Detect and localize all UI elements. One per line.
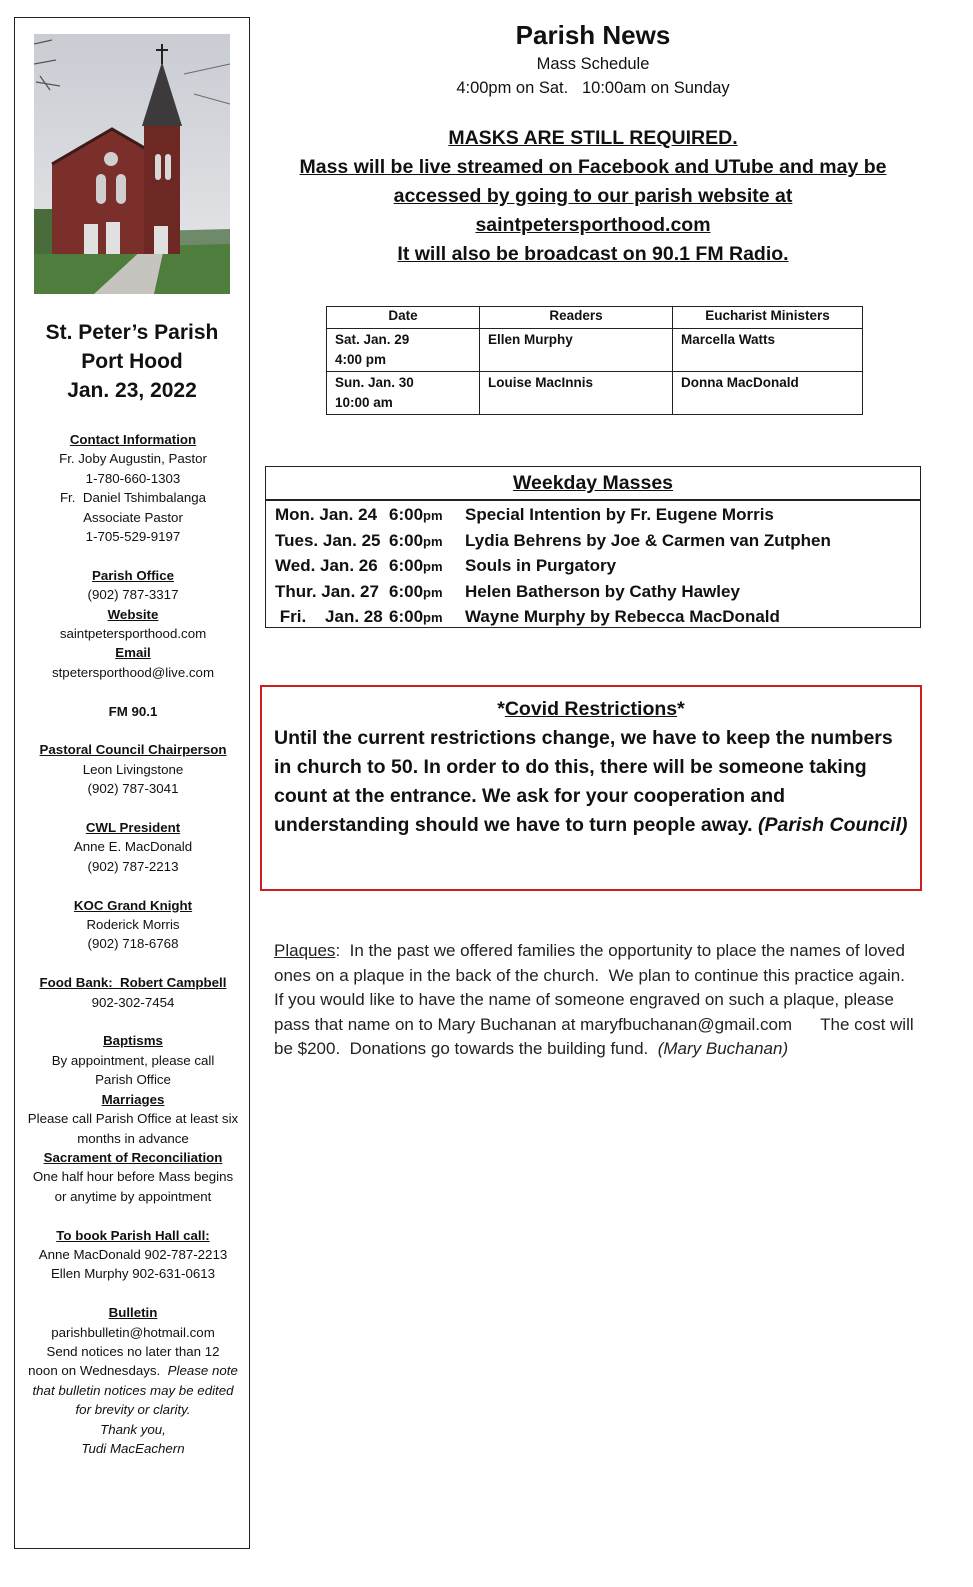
reconciliation-heading: Sacrament of Reconciliation (43, 1149, 223, 1165)
parish-location: Port Hood (81, 350, 183, 373)
covid-body-text: Until the current restrictions change, we have to keep the numbers in church to 50. In order to do this, there will be someone taking count at the entrance. We ask for your cooperation and understanding should we have to turn people away (274, 727, 893, 836)
foodbank-heading: Food Bank: Robert Campbell (39, 975, 227, 991)
table-row (327, 329, 863, 372)
list-item (266, 605, 920, 631)
list-item (266, 503, 920, 529)
mass-time (389, 554, 465, 580)
plaques-body: : In the past we offered families the opportunity to place the names of loved ones on a plaque in the back of the church. We plan to continue this practice again. If you would like to have the name of someone engraved on such a plaque, please pass that name on to Mary Buchanan at maryfbuchanan@gmail.com The cost will be $200. Donations go towards the building fund. (274, 941, 919, 1058)
koc-heading: KOC Grand Knight (73, 897, 193, 913)
col-readers: Readers (480, 307, 673, 329)
baptisms-line2: Parish Office (95, 1072, 171, 1088)
associate-name: Fr. Daniel Tshimbalanga (59, 490, 207, 506)
council-phone: (902) 787-3041 (87, 781, 179, 797)
time-value: 6:00 (389, 505, 424, 524)
list-item (266, 580, 920, 606)
sidebar (14, 17, 250, 1549)
time-unit: pm (423, 533, 443, 549)
list-item (266, 554, 920, 580)
plaques-heading: Plaques (274, 941, 336, 960)
plaques-notice (274, 939, 919, 1062)
bulletin-line6: Tudi MacEachern (81, 1440, 185, 1456)
church-illustration (34, 34, 230, 294)
time-value: 6:00 (389, 607, 424, 626)
news-title: Parish News (515, 20, 671, 50)
mass-day: Fri. Jan. 28 (275, 607, 383, 626)
main-content (262, 14, 924, 1058)
weekday-heading: Weekday Masses (266, 467, 920, 501)
col-date: Date (327, 307, 480, 329)
mass-time (389, 503, 465, 529)
notice-line3: accessed by going to our parish website at (393, 185, 793, 207)
mass-day: Thur. Jan. 27 (275, 581, 379, 601)
cwl-name: Anne E. MacDonald (73, 839, 193, 855)
associate-title: Associate Pastor (83, 509, 183, 525)
covid-star-left: * (497, 698, 505, 720)
date-day: Sat. Jan. 29 (335, 332, 410, 347)
bulletin-line1: Send notices no later than 12 (46, 1343, 220, 1359)
reconciliation-line1: One half hour before Mass begins (32, 1169, 234, 1185)
date-day: Sun. Jan. 30 (335, 375, 414, 390)
row-reader: Ellen Murphy (480, 329, 673, 372)
council-heading: Pastoral Council Chairperson (39, 742, 227, 758)
baptisms-heading: Baptisms (103, 1033, 163, 1049)
contact-heading: Contact Information (69, 432, 197, 447)
mass-intention: Souls in Purgatory (465, 556, 617, 575)
schedule-heading: Mass Schedule (536, 55, 650, 73)
website-link[interactable]: saintpetersporthood.com (59, 626, 207, 642)
marriages-line1: Please call Parish Office at least six (27, 1111, 239, 1127)
bulletin-line2b: Please note (167, 1363, 238, 1379)
website-heading: Website (107, 606, 159, 622)
bulletin-email[interactable]: parishbulletin@hotmail.com (51, 1324, 215, 1340)
time-value: 6:00 (389, 581, 424, 601)
table-row (327, 372, 863, 415)
row-reader: Louise MacInnis (480, 372, 673, 415)
readers-table (326, 306, 863, 415)
council-name: Leon Livingstone (82, 761, 184, 777)
hall-line1: Anne MacDonald 902-787-2213 (38, 1246, 228, 1262)
mass-intention: Helen Batherson by Cathy Hawley (465, 581, 740, 601)
covid-star-right: * (677, 698, 685, 720)
date-time: 10:00 am (335, 395, 393, 410)
mass-time (389, 605, 465, 631)
bulletin-line4: for brevity or clarity. (75, 1402, 191, 1418)
col-ministers: Eucharist Ministers (673, 307, 863, 329)
time-unit: pm (423, 610, 443, 625)
email-link[interactable]: stpetersporthood@live.com (51, 664, 215, 680)
hall-heading: To book Parish Hall call: (56, 1227, 210, 1243)
row-minister: Marcella Watts (673, 329, 863, 372)
notice-line5: It will also be broadcast on 90.1 FM Radio. (397, 243, 789, 265)
time-unit: pm (423, 584, 443, 600)
pastor-phone: 1-780-660-1303 (85, 470, 181, 486)
covid-body-end: . (747, 814, 753, 836)
time-unit: pm (423, 559, 443, 574)
date-time: 4:00 pm (335, 352, 387, 367)
marriages-heading: Marriages (101, 1091, 165, 1107)
covid-restrictions-box (260, 685, 922, 891)
mass-day: Wed. Jan. 26 (275, 556, 378, 575)
bulletin-line5: Thank you, (100, 1421, 166, 1437)
bulletin-line3: that bulletin notices may be edited (32, 1382, 234, 1398)
covid-signature: (Parish Council) (757, 814, 908, 836)
row-date (327, 329, 480, 372)
marriages-line2: months in advance (77, 1130, 189, 1146)
list-item (266, 529, 920, 555)
parish-heading (15, 318, 249, 405)
time-value: 6:00 (389, 556, 424, 575)
bulletin-line2a: noon on Wednesdays. (28, 1363, 161, 1379)
notice-line4[interactable]: saintpetersporthood.com (475, 214, 711, 236)
schedule-times: 4:00pm on Sat. 10:00am on Sunday (456, 79, 730, 97)
mass-day: Mon. Jan. 24 (275, 505, 378, 524)
koc-phone: (902) 718-6768 (87, 936, 179, 952)
row-minister: Donna MacDonald (673, 372, 863, 415)
bulletin-heading: Bulletin (108, 1305, 158, 1321)
reconciliation-line2: or anytime by appointment (54, 1188, 212, 1204)
contact-info (11, 430, 255, 1458)
notice-line2: Mass will be live streamed on Facebook and UTube and may be (299, 156, 887, 178)
weekday-masses (265, 466, 921, 628)
parish-name: St. Peter’s Parish (45, 321, 219, 344)
mass-intention: Lydia Behrens by Joe & Carmen van Zutphen (465, 530, 831, 550)
plaques-signature: (Mary Buchanan) (657, 1039, 789, 1058)
hall-line2: Ellen Murphy 902-631-0613 (50, 1266, 216, 1282)
bulletin-line2 (11, 1361, 255, 1380)
table-header-row (327, 307, 863, 329)
church-photo (34, 34, 230, 294)
covid-heading (274, 695, 908, 724)
foodbank-phone: 902-302-7454 (91, 994, 175, 1010)
office-phone: (902) 787-3317 (87, 587, 179, 603)
associate-phone: 1-705-529-9197 (85, 529, 181, 545)
notice-line1: MASKS ARE STILL REQUIRED. (448, 127, 738, 149)
radio-station: FM 90.1 (108, 703, 158, 719)
mass-intention: Special Intention by Fr. Eugene Morris (465, 505, 774, 524)
row-date (327, 372, 480, 415)
email-heading: Email (115, 645, 151, 661)
mass-time (389, 580, 465, 606)
bulletin-date: Jan. 23, 2022 (67, 379, 197, 402)
cwl-heading: CWL President (85, 820, 181, 836)
mass-intention: Wayne Murphy by Rebecca MacDonald (465, 607, 780, 626)
mass-day: Tues. Jan. 25 (275, 530, 381, 550)
baptisms-line1: By appointment, please call (51, 1052, 215, 1068)
koc-name: Roderick Morris (86, 917, 180, 933)
office-heading: Parish Office (91, 567, 175, 583)
time-value: 6:00 (389, 530, 424, 550)
covid-heading-text: Covid Restrictions (504, 698, 678, 720)
pastor-name: Fr. Joby Augustin, Pastor (59, 451, 207, 467)
time-unit: pm (423, 508, 443, 523)
mass-time (389, 529, 465, 555)
cwl-phone: (902) 787-2213 (87, 858, 179, 874)
covid-body (274, 724, 908, 840)
